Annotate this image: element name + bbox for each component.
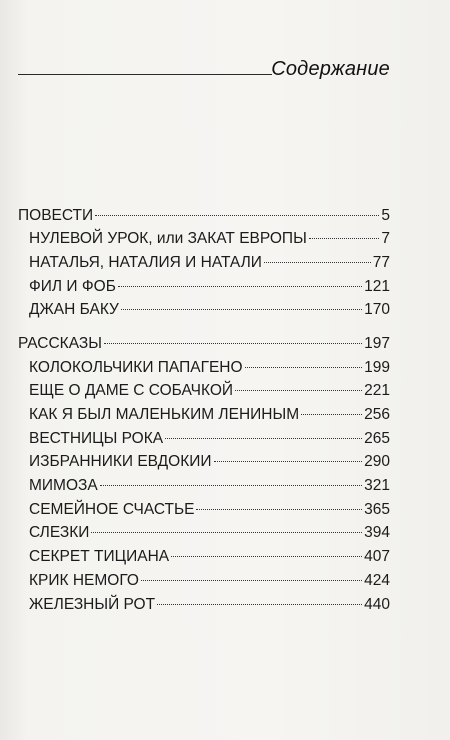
- dot-leader: [171, 541, 362, 558]
- toc-page-number: 77: [372, 253, 390, 271]
- toc-entry-title: ЕЩЕ О ДАМЕ С СОБАЧКОЙ: [29, 382, 234, 400]
- toc-page-number: 221: [364, 382, 390, 400]
- toc-page-number: 121: [364, 277, 390, 295]
- toc-page-number: 170: [364, 301, 390, 319]
- toc-page-number: 199: [364, 358, 390, 376]
- dot-leader: [165, 422, 362, 439]
- toc-entry-title: ИЗБРАННИКИ ЕВДОКИИ: [29, 453, 212, 471]
- dot-leader: [301, 399, 362, 416]
- dot-leader: [245, 351, 363, 368]
- toc-entry-title: НУЛЕВОЙ УРОК, или ЗАКАТ ЕВРОПЫ: [29, 230, 307, 248]
- toc-entry-title: ВЕСТНИЦЫ РОКА: [29, 429, 164, 447]
- toc-page-number: 197: [364, 334, 390, 352]
- toc-entry-title: СЕКРЕТ ТИЦИАНА: [29, 548, 170, 566]
- toc-page-number: 365: [364, 500, 390, 518]
- dot-leader: [196, 493, 362, 510]
- toc-page-number: 5: [381, 206, 390, 224]
- toc-section-title: РАССКАЗЫ: [18, 334, 102, 352]
- toc-section-title: ПОВЕСТИ: [18, 206, 94, 224]
- toc-page-number: 440: [364, 595, 390, 613]
- dot-leader: [309, 223, 380, 240]
- toc-entry-row: [18, 298, 390, 322]
- toc-entry-row: [18, 592, 390, 616]
- toc-entry-title: КАК Я БЫЛ МАЛЕНЬКИМ ЛЕНИНЫМ: [29, 406, 300, 423]
- dot-leader: [235, 375, 362, 392]
- toc-page-number: 256: [364, 406, 390, 423]
- table-of-contents: [18, 203, 390, 616]
- dot-leader: [100, 470, 362, 487]
- toc-entry-title: КОЛОКОЛЬЧИКИ ПАПАГЕНО: [29, 358, 243, 376]
- dot-leader: [95, 199, 379, 216]
- toc-page-number: 290: [364, 453, 390, 471]
- toc-entry-title: ФИЛ И ФОБ: [29, 277, 116, 295]
- dot-leader: [214, 446, 363, 463]
- toc-page-number: 7: [381, 230, 390, 248]
- dot-leader: [91, 517, 362, 534]
- dot-leader: [264, 246, 371, 263]
- toc-entry-title: ДЖАН БАКУ: [29, 301, 119, 319]
- toc-page-number: 407: [364, 548, 390, 566]
- dot-leader: [157, 588, 362, 605]
- toc-entry-title: НАТАЛЬЯ, НАТАЛИЯ И НАТАЛИ: [29, 253, 262, 271]
- toc-entry-title: СЛЕЗКИ: [29, 524, 90, 542]
- toc-entry-title: МИМОЗА: [29, 477, 98, 495]
- toc-page-number: 265: [364, 429, 390, 447]
- dot-leader: [141, 564, 362, 581]
- page-title: Содержание: [271, 58, 390, 80]
- header-rule: [18, 74, 272, 75]
- page-header: [18, 58, 390, 80]
- toc-entry-title: СЕМЕЙНОЕ СЧАСТЬЕ: [29, 500, 195, 518]
- toc-entry-title: ЖЕЛЕЗНЫЙ РОТ: [29, 595, 156, 613]
- toc-page-number: 321: [364, 477, 390, 495]
- dot-leader: [121, 294, 362, 311]
- toc-page-number: 424: [364, 571, 390, 589]
- dot-leader: [118, 270, 362, 287]
- dot-leader: [104, 327, 362, 344]
- toc-entry-title: КРИК НЕМОГО: [29, 571, 139, 589]
- toc-page-number: 394: [364, 524, 390, 542]
